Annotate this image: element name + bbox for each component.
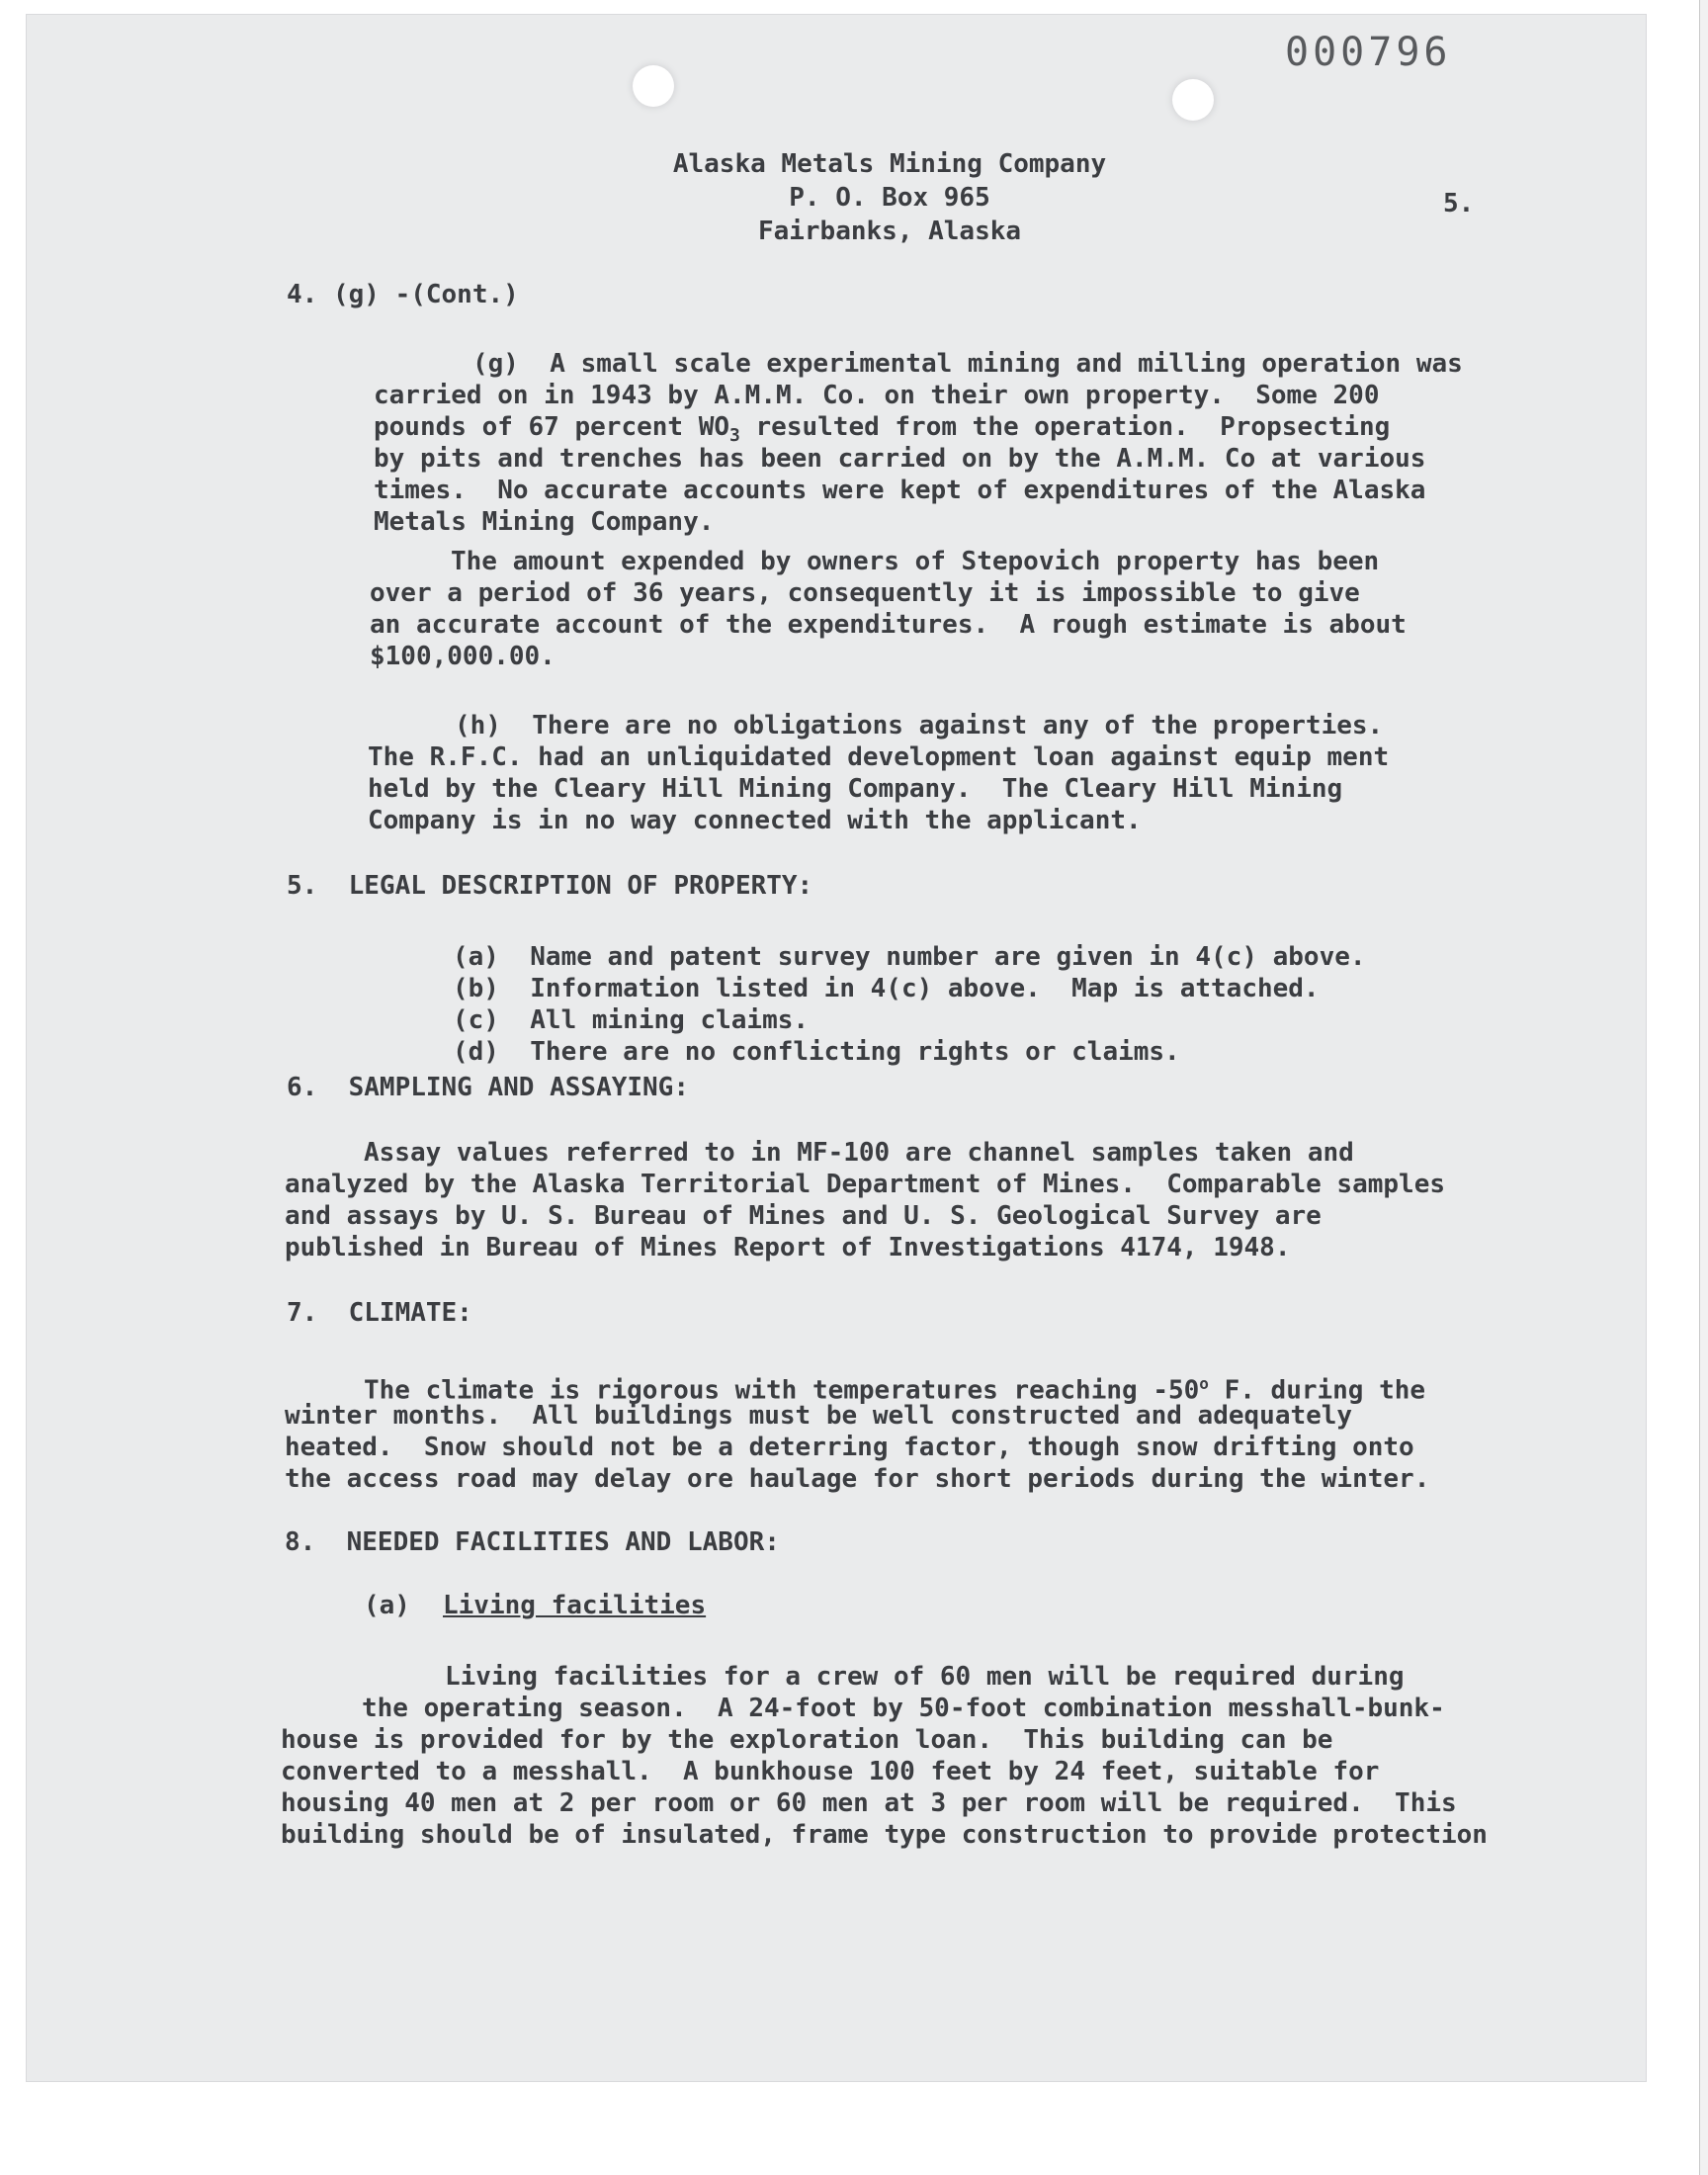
list-item: (c) All mining claims. (453, 1005, 810, 1035)
section-6-heading: 6. SAMPLING AND ASSAYING: (287, 1073, 689, 1102)
para-g2-line: $100,000.00. (370, 642, 555, 671)
section-6-line: published in Bureau of Mines Report of Investigations 4174, 1948. (285, 1233, 1291, 1262)
para-g2-line: The amount expended by owners of Stepovich property has been (451, 547, 1380, 576)
para-g-line: times. No accurate accounts were kept of expenditures of the Alaska (374, 476, 1426, 505)
section-8-line: converted to a messhall. A bunkhouse 100 feet by 24 feet, suitable for (281, 1757, 1380, 1786)
section-7-line: winter months. All buildings must be well constructed and adequately (285, 1401, 1353, 1431)
para-g-line: by pits and trenches has been carried on by the A.M.M. Co at various (374, 444, 1426, 474)
scanner-edge (1699, 0, 1708, 2175)
punch-hole (633, 65, 674, 107)
para-g2-line: an accurate account of the expenditures. A rough estimate is about (370, 610, 1407, 640)
section-8-line: building should be of insulated, frame type construction to provide protection (281, 1820, 1488, 1850)
section-8-line: housing 40 men at 2 per room or 60 men at 3 per room will be required. This (281, 1788, 1457, 1818)
page-number: 5. (1443, 189, 1475, 218)
list-item: (d) There are no conflicting rights or claims. (453, 1037, 1180, 1067)
para-g-line: carried on in 1943 by A.M.M. Co. on their own property. Some 200 (374, 381, 1380, 410)
para-g-text: resulted from the operation. Propsecting (739, 412, 1391, 442)
punch-hole (1172, 79, 1214, 121)
para-h-line: (h) There are no obligations against any of the properties. (455, 711, 1384, 740)
section-6-line: Assay values referred to in MF-100 are channel samples taken and (364, 1138, 1354, 1168)
subscript: 3 (729, 425, 740, 447)
company-box: P. O. Box 965 (789, 183, 990, 213)
section-5-heading: 5. LEGAL DESCRIPTION OF PROPERTY: (287, 871, 813, 901)
section-8-line: the operating season. A 24-foot by 50-foot combination messhall-bunk- (362, 1694, 1445, 1723)
para-g-text: pounds of 67 percent WO (374, 412, 730, 442)
list-item: (a) Name and patent survey number are given in 4(c) above. (453, 942, 1366, 972)
para-h-line: The R.F.C. had an unliquidated development loan against equip ment (368, 742, 1390, 772)
section-8-heading: 8. NEEDED FACILITIES AND LABOR: (285, 1527, 780, 1557)
para-h-line: Company is in no way connected with the applicant. (368, 806, 1142, 835)
section-7-text: The climate is rigorous with temperatures reaching -50 (364, 1375, 1200, 1406)
section-4-heading: 4. (g) -(Cont.) (287, 280, 519, 309)
section-6-line: analyzed by the Alaska Territorial Department of Mines. Comparable samples (285, 1170, 1445, 1199)
para-g-line: Metals Mining Company. (374, 507, 715, 537)
company-city: Fairbanks, Alaska (757, 217, 1022, 246)
section-7-line: the access road may delay ore haulage for short periods during the winter. (285, 1464, 1430, 1494)
section-7-line: heated. Snow should not be a deterring factor, though snow drifting onto (285, 1433, 1414, 1462)
para-g-line: (g) A small scale experimental mining and milling operation was (472, 349, 1463, 379)
para-g2-line: over a period of 36 years, consequently it is impossible to give (370, 578, 1360, 608)
subsection-title: Living facilities (443, 1591, 707, 1620)
section-7-text: F. during the (1208, 1375, 1426, 1406)
list-item: (b) Information listed in 4(c) above. Map is attached. (453, 974, 1320, 1003)
subsection-label: (a) (364, 1591, 410, 1620)
para-h-line: held by the Cleary Hill Mining Company. The Cleary Hill Mining (368, 774, 1343, 804)
section-7-heading: 7. CLIMATE: (287, 1298, 472, 1328)
degree-symbol: o (1199, 1374, 1209, 1393)
section-8-line: house is provided for by the exploration loan. This building can be (281, 1725, 1333, 1755)
section-6-line: and assays by U. S. Bureau of Mines and U. S. Geological Survey are (285, 1201, 1322, 1231)
company-name: Alaska Metals Mining Company (672, 149, 1107, 179)
document-stamp-number: 000796 (1285, 30, 1452, 75)
section-8-line: Living facilities for a crew of 60 men will be required during (445, 1662, 1405, 1692)
